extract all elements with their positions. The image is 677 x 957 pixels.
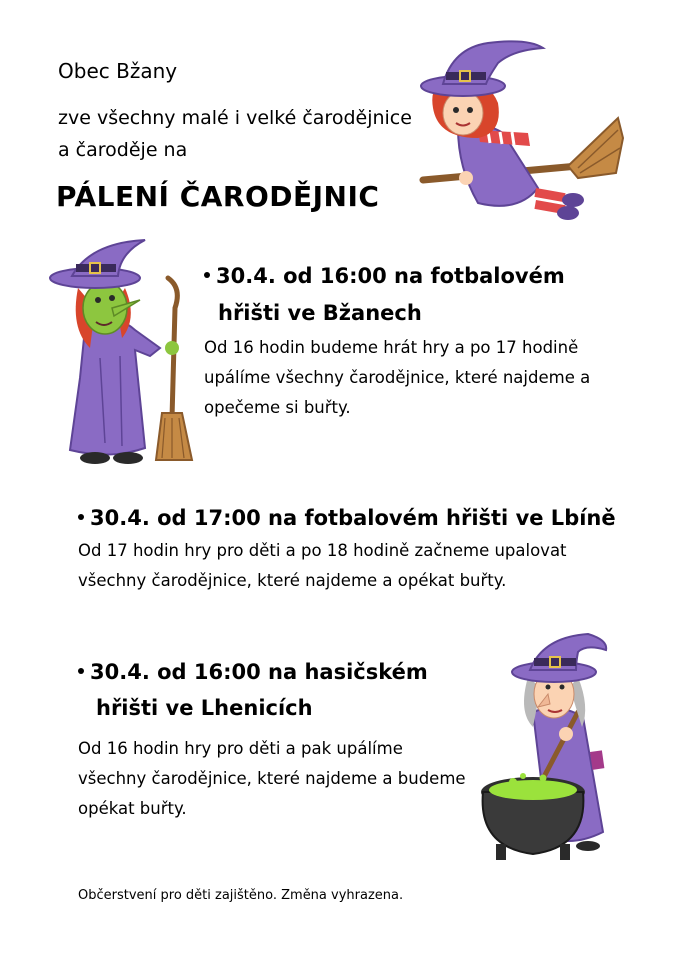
bullet-icon [78,514,84,520]
invite-line-1: zve všechny malé i velké čarodějnice [58,107,412,129]
event-1-body-line-3: opečeme si buřty. [204,398,351,417]
footer-note: Občerstvení pro děti zajištěno. Změna vyhrazena. [78,888,404,903]
event-3-body-line-3: opékat buřty. [78,799,187,818]
event-3-heading-line-1: 30.4. od 16:00 na hasičském [90,660,428,684]
event-3-body-line-2: všechny čarodějnice, které najdeme a budeme [78,769,466,788]
event-1-body-line-2: upálíme všechny čarodějnice, které najdeme a [204,368,591,387]
event-1-heading [204,258,565,294]
bullet-icon [204,272,210,278]
village-name: Obec Bžany [58,59,178,83]
event-3-heading [78,654,428,690]
flying-witch-illustration [418,38,623,223]
bullet-icon [78,668,84,674]
event-2-body-line-2: všechny čarodějnice, které najdeme a opékat buřty. [78,571,507,590]
cauldron-witch-illustration [478,632,613,864]
event-2-body-line-1: Od 17 hodin hry pro děti a po 18 hodině začneme upalovat [78,541,567,560]
event-3-body-line-1: Od 16 hodin hry pro děti a pak upálíme [78,739,403,758]
page-title: PÁLENÍ ČARODĚJNIC [56,180,380,213]
green-witch-illustration [50,238,195,470]
invite-line-2: a čaroděje na [58,139,188,161]
event-2-heading [78,500,616,536]
event-1-heading-line-2: hřišti ve Bžanech [218,301,422,325]
event-3-heading-line-2: hřišti ve Lhenicích [96,696,313,720]
event-1-body-line-1: Od 16 hodin budeme hrát hry a po 17 hodině [204,338,579,357]
event-1-heading-line-1: 30.4. od 16:00 na fotbalovém [216,264,565,288]
event-2-heading-line-1: 30.4. od 17:00 na fotbalovém hřišti ve Lbíně [90,506,616,530]
